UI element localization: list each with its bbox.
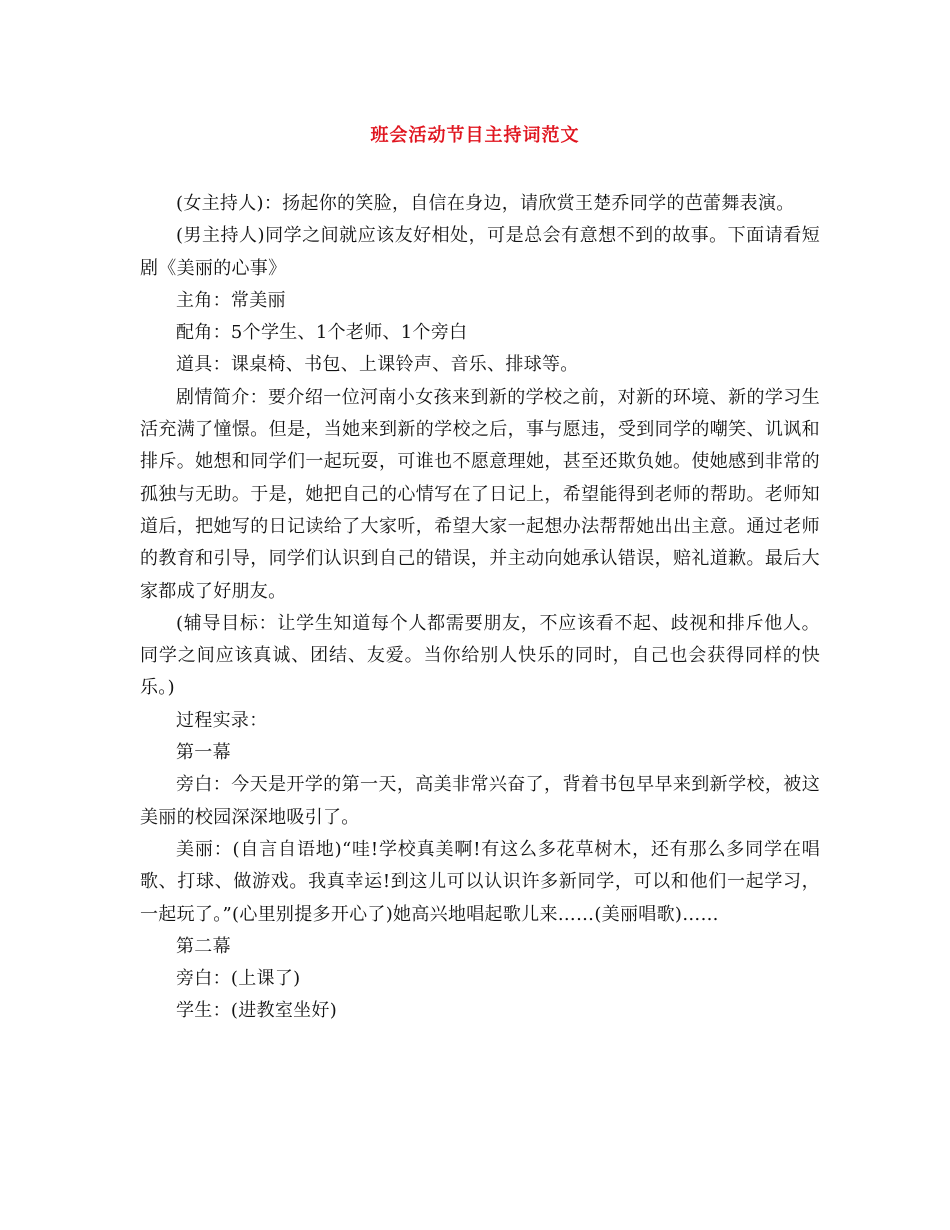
paragraph-narration-1: 旁白：今天是开学的第一天，高美非常兴奋了，背着书包早早来到新学校，被这美丽的校园深深地吸引了。 [140,774,820,828]
document-body [140,188,820,1028]
paragraph-narration-2: 旁白：(上课了) [176,968,301,990]
paragraph-students: 学生：(进教室坐好) [176,1000,338,1022]
paragraph-female-host: (女主持人)：扬起你的笑脸，自信在身边，请欣赏王楚乔同学的芭蕾舞表演。 [176,193,795,214]
paragraph-male-host: (男主持人)同学之间就应该友好相处，可是总会有意想不到的故事。下面请看短剧《美丽的心事》 [140,225,820,279]
document-title: 班会活动节目主持词范文 [370,125,580,146]
paragraph-props: 道具：课桌椅、书包、上课铃声、音乐、排球等。 [176,354,579,376]
paragraph-guidance-goal: (辅导目标：让学生知道每个人都需要朋友，不应该看不起、歧视和排斥他人。同学之间应该真诚、团结、友爱。当你给别人快乐的同时，自己也会获得同样的快乐。) [140,612,820,699]
paragraph-synopsis: 剧情简介：要介绍一位河南小女孩来到新的学校之前，对新的环境、新的学习生活充满了憧憬。但是，当她来到新的学校之后，事与愿违，受到同学的嘲笑、讥讽和排斥。她想和同学们一起玩耍，可谁也不愿意理她，甚至还欺负她。使她感到非常的孤独与无助。于是，她把自己的心情写在了日记上，希望能得到老师的帮助。老师知道后，把她写的日记读给了大家听，希望大家一起想办法帮帮她出出主意。通过老师的教育和引导，同学们认识到自己的错误，并主动向她承认错误，赔礼道歉。最后大家都成了好朋友。 [140,386,820,602]
paragraph-act-two: 第二幕 [176,935,231,957]
paragraph-process-heading: 过程实录： [176,709,268,731]
paragraph-lead-role: 主角：常美丽 [176,289,286,311]
paragraph-act-one: 第一幕 [176,742,231,764]
paragraph-supporting-roles: 配角：5个学生、1个老师、1个旁白 [176,322,468,344]
paragraph-meili-line: 美丽：(自言自语地)“哇!学校真美啊!有这么多花草树木，还有那么多同学在唱歌、打球、做游戏。我真幸运!到这儿可以认识许多新同学，可以和他们一起学习，一起玩了。”(心里别提多开心了)她高兴地唱起歌儿来……(美丽唱歌)…… [140,838,820,925]
